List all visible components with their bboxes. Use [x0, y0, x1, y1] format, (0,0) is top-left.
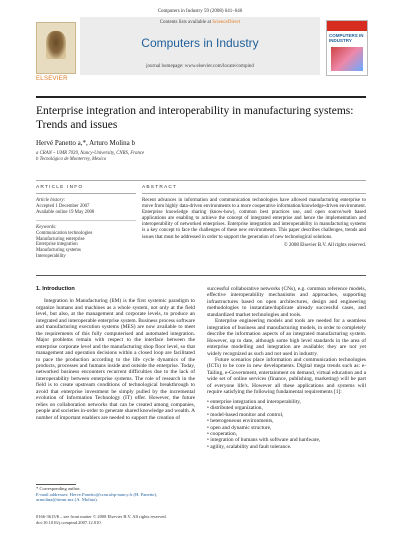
body-divider: [36, 275, 366, 276]
abstract-rule: [142, 193, 366, 194]
list-item: • heterogeneous environments,: [207, 418, 366, 424]
journal-homepage[interactable]: journal homepage: www.elsevier.com/locate/compind: [146, 64, 254, 69]
cover-image: [331, 47, 363, 71]
abstract-copyright: © 2008 Elsevier B.V. All rights reserved.: [283, 242, 366, 248]
list-item: • enterprise integration and interoperability,: [207, 399, 366, 405]
footnote: [36, 486, 195, 503]
list-item: • agility, scalability and fault tolerance.: [207, 444, 366, 450]
history-label: Article history:: [36, 198, 66, 203]
article-info-panel: [36, 185, 136, 260]
requirements-list: [207, 399, 366, 451]
cover-title: COMPUTERS IN INDUSTRY: [329, 33, 364, 43]
list-item: • integration of humans with software and hardware,: [207, 437, 366, 443]
cover-band: [327, 21, 367, 31]
accepted-date: Accepted 1 December 2007: [36, 203, 90, 209]
keyword-item: Enterprise integration: [36, 242, 78, 248]
article-authors: Hervé Panetto a,*, Arturo Molina b: [36, 139, 135, 147]
list-item: • distributed organization,: [207, 405, 366, 411]
contents-line: [80, 20, 320, 25]
running-head: Computers in Industry 59 (2008) 641–646: [157, 9, 243, 14]
keyword-item: Manufacturing systems: [36, 248, 81, 254]
abstract-heading: ABSTRACT: [142, 185, 178, 190]
contents-prefix: Contents lists available at: [159, 20, 213, 25]
publisher-name: ELSEVIER: [36, 76, 68, 82]
list-item: • cooperation,: [207, 431, 366, 437]
doi-line[interactable]: doi:10.1016/j.compind.2007.12.010: [36, 519, 101, 525]
keyword-item: Manufacturing enterprise: [36, 236, 85, 242]
header-rule: [36, 96, 366, 98]
keywords-label: Keywords:: [36, 224, 57, 230]
corresponding-author: * Corresponding author.: [36, 486, 81, 491]
body-paragraph: Future scenarios place information and communication technologies (ICTs) to be core in new developments. Digital mega trends such as: e-Tailing, e-Government, entertainment on demand, virtual education and a wide set of online services (finance, publishing, marketing) will be part of everyone life's. However all these applications and systems will require satisfying the following fundamental requirements [1]:: [207, 356, 366, 396]
article-info-heading: ARTICLE INFO: [36, 185, 84, 190]
abstract-panel: [142, 185, 366, 248]
list-item: • open and dynamic structure,: [207, 425, 366, 431]
affiliation-a: a CRAN – UMR 7039, Nancy-University, CNRS, France: [36, 151, 145, 156]
section-heading: 1. Introduction: [36, 286, 75, 292]
body-paragraph: successful collaborative networks (CNs), e.g. common reference models, effective interoperability mechanisms and approaches, supporting infrastructures based on open architectures, design and engineering methodologies to instantiate/duplicate already successful cases, and standardized market technologies and tools.: [207, 286, 366, 318]
elsevier-tree-logo: [36, 22, 76, 74]
journal-cover-thumbnail: [326, 20, 368, 76]
sciencedirect-link[interactable]: ScienceDirect: [212, 20, 241, 25]
email-addresses[interactable]: E-mail addresses: Herve.Panetto@cran.uhp-nancy.fr (H. Panetto), armolina@itesm.mx (A. Molina).: [36, 491, 158, 503]
keyword-item: Communication technologies: [36, 230, 93, 236]
section-divider: [36, 180, 366, 181]
bottom-info: [36, 514, 236, 525]
keywords-rule: [36, 220, 136, 221]
abstract-text: Recent advances in information and communication technologies have allowed manufacturing enterprise to move from highly data-driven environments to a more cooperative information/knowledge-driven environment. Enterprise knowledge sharing (know-how), common best practices use, and open source/web based applications are enabling to achieve the concept of integrated enterprise and hence the implementation and interoperability of networked enterprises. Enterprise integration and interoperability in manufacturing systems is a key concept to face the challenges of these new environments. This paper describes challenges, trends and issues that must be addressed in order to support the generation of new technological solutions.: [142, 198, 366, 240]
left-column: [36, 286, 195, 421]
body-paragraph: Enterprise engineering models and tools are needed for a seamless integration of business and manufacturing models, in order to completely describe the information aspects of an integrated manufacturing system. However, up to date, although some high level standards in the area of enterprise modelling and integration are available; they are not yet widely recognized as such and not used in industry.: [207, 318, 366, 357]
keyword-item: Interoperability: [36, 254, 66, 260]
right-column: [207, 286, 366, 450]
article-title: Enterprise integration and interoperability in manufacturing systems: Trends and issues: [36, 105, 354, 131]
footnote-rule: [36, 484, 76, 485]
available-date: Available online 19 May 2008: [36, 209, 95, 215]
list-item: • model-based monitor and control,: [207, 412, 366, 418]
affiliation-b: b Tecnológico de Monterrey, Mexico: [36, 157, 107, 162]
article-info-rule: [36, 193, 136, 194]
issn-line: 0166-3615/$ – see front matter © 2008 Elsevier B.V. All rights reserved.: [36, 514, 167, 519]
body-paragraph: Integration in Manufacturing (IiM) is the first systemic paradigm to organize humans and machines as a whole system, not only at the field level, but also, at the management and corporate levels, to produce an integrated and interoperable enterprise system. Business process software and manufacturing execution systems (MES) are now available to meet the requirements of this fully computerised and automated integration. Major problems remain with respect to the interface between the enterprise corporate level and the manufacturing shop floor level, so that management and operation decisions within a closed loop are facilitated to pace the production according to the life cycle dynamics of the products, processes and humans inside and outside the enterprise. Today, networked business encounters recurrent difficulties due to the lack of interoperability between enterprise systems. The role of research in the field is to create upstream conditions of technological breakthrough to avoid that enterprise investment be simply pulled by the incremental evolution of Information Technology (IT) offer. However, the future relies on collaboration networks that can be created among companies, people and societies in-order to generate shared knowledge and wealth. A number of important enablers are needed to support the creation of: [36, 298, 195, 421]
journal-title: Computers in Industry: [141, 36, 259, 50]
